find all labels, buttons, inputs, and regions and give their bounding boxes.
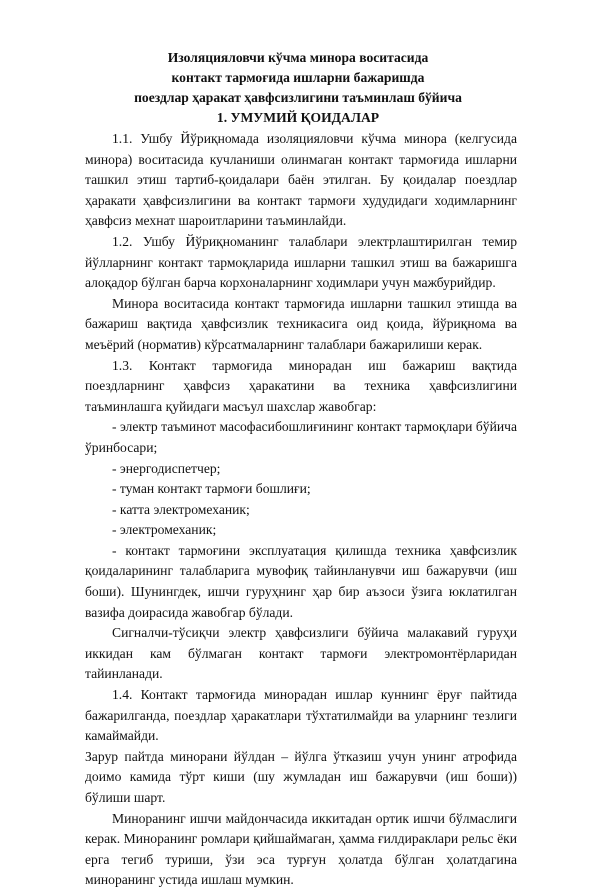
title-line-1: Изоляцияловчи кўчма минора воситасида xyxy=(167,50,429,65)
list-item-senior-electromechanic: - катта электромеханик; xyxy=(112,501,250,517)
paragraph-1-2: 1.2. Ушбу Йўриқноманинг талаблари электрлаштирилган темир йўлларнинг контакт тармоқларида ишларни ташкил этиш ва бажаришга алоқадор бўлган барча корхоналарнинг ходимлари учун мажбурийдир. xyxy=(85,233,517,291)
paragraph-relocation: Зарур пайтда минорани йўлдан – йўлга ўтказиш учун унинг атрофида доимо камида тўрт киши (шу жумладан иш бажарувчи (иш боши)) бўлиши шарт. xyxy=(85,748,517,805)
paragraph-1-4: 1.4. Контакт тармоғида минорадан ишлар куннинг ёруғ пайтида бажарилганда, поездлар ҳаракатлари тўхтатилмайди ва уларнинг тезлиги камаймайди. xyxy=(85,687,517,744)
list-item-district-head: - туман контакт тармоғи бошлиғи; xyxy=(112,481,311,497)
paragraph-platform: Миноранинг ишчи майдончасида иккитадан ортик ишчи бўлмаслиги керак. Миноранинг ромлари қийшаймаган, ҳамма ғилдираклари рельс ёки ерга тегиб туриши, ўзи эса турғун ҳолатда бўлган ҳолатдагина миноранинг устида ишлаш мумкин. xyxy=(85,810,517,888)
paragraph-1-3: 1.3. Контакт тармоғида минорадан иш бажариш вақтида поездларнинг ҳавфсиз ҳаракатини ва техника ҳавфсизлигини таъминлашга қуйидаги масъул шахслар жавобгар: xyxy=(85,357,517,414)
document-body xyxy=(85,129,517,891)
title-line-2: контакт тармоғида ишларни бажаришда xyxy=(171,70,425,85)
title-line-3: поездлар ҳаракат ҳавфсизлигини таъминлаш бўйича xyxy=(134,90,462,105)
section-heading: 1. УМУМИЙ ҚОИДАЛАР xyxy=(216,110,380,125)
paragraph-signalman: Сигналчи-тўсиқчи электр ҳавфсизлиги бўйича малакавий гуруҳи иккидан кам бўлмаган контакт тармоғи электромонтёрларидан тайинланади. xyxy=(85,625,517,682)
document-title xyxy=(60,48,536,128)
list-item-electromechanic: - электромеханик; xyxy=(112,522,217,538)
list-item-energodispatcher: - энергодиспетчер; xyxy=(112,460,221,476)
list-item-deputy: - электр таъминот масофасибошлиғининг контакт тармоқлари бўйича ўринбосари; xyxy=(85,419,517,455)
paragraph-1-1: 1.1. Ушбу Йўриқномада изоляцияловчи кўчма минора (келгусида минора) воситасида кучланиши олинмаган контакт тармоғида ишларни ташкил этиш тартиб-қоидалари баён этилган. Бу қоидалар поездлар ҳаракати ҳавфсизлигини ва контакт тармоғи худудидаги ходимларнинг ҳавфсиз мехнат шароитларини таъминлайди. xyxy=(85,131,517,229)
paragraph-requirements: Минора воситасида контакт тармоғида ишларни ташкил этишда ва бажариш вақтида ҳавфсизлик техникасига оид қоида, йўриқнома ва меъёрий (норматив) кўрсатмаларнинг талаблари бажарилиши керак. xyxy=(85,295,517,352)
list-item-work-supervisor: - контакт тармоғини эксплуатация қилишда техника ҳавфсизлик қоидаларининг талабларига мувофиқ тайинланувчи иш бажарувчи (иш боши). Шунингдек, ишчи гуруҳнинг ҳар бир аъзоси ўзига юклатилган вазифа доирасида жавобгар бўлади. xyxy=(85,542,517,620)
